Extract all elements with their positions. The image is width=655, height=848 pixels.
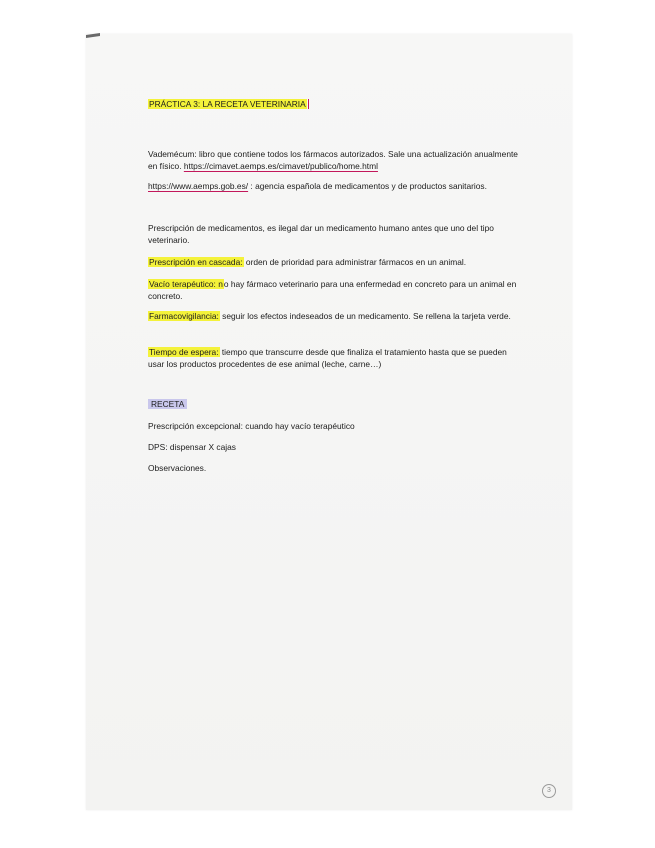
- title-pen-mark: [308, 99, 309, 109]
- farmacovigilancia-paragraph: [148, 310, 518, 322]
- aemps-paragraph: [148, 180, 518, 192]
- cimavet-link[interactable]: https://cimavet.aemps.es/cimavet/publico/home.html: [183, 161, 378, 171]
- vademecum-text: Vademécum: libro que contiene todos los fármacos autorizados. Sale una actualización anualmente en físico.: [148, 149, 518, 171]
- vacio-term: Vacío terapéutico: n: [149, 279, 223, 289]
- receta-heading: RECETA: [148, 399, 187, 409]
- tiempo-espera-paragraph: [148, 346, 518, 370]
- receta-item: DPS: dispensar X cajas: [148, 442, 236, 452]
- farmacovigilancia-text: seguir los efectos indeseados de un medicamento. Se rellena la tarjeta verde.: [219, 311, 511, 321]
- receta-heading-line: [148, 398, 518, 410]
- document-title-line: [148, 98, 518, 110]
- receta-item: Prescripción excepcional: cuando hay vacío terapéutico: [148, 421, 355, 431]
- aemps-text: : agencia española de medicamentos y de productos sanitarios.: [248, 181, 487, 191]
- tiempo-espera-text: tiempo que transcurre desde que finaliza el tratamiento hasta que se pueden usar los productos procedentes de ese animal (leche, carne…): [148, 347, 507, 369]
- prescripcion-paragraph: Prescripción de medicamentos, es ilegal dar un medicamento humano antes que uno del tipo veterinario.: [148, 223, 494, 245]
- receta-item: Observaciones.: [148, 463, 207, 473]
- page-number: 3: [542, 784, 556, 798]
- farmacovigilancia-term: Farmacovigilancia:: [149, 311, 219, 321]
- vademecum-paragraph: [148, 148, 518, 172]
- cascada-paragraph: [148, 256, 518, 268]
- tiempo-espera-term: Tiempo de espera:: [149, 347, 219, 357]
- cascada-text: orden de prioridad para administrar fármacos en un animal.: [243, 257, 467, 267]
- document-title: PRÁCTICA 3: LA RECETA VETERINARIA: [149, 99, 306, 109]
- vacio-text: o hay fármaco veterinario para una enfermedad en concreto para un animal en concreto.: [148, 279, 517, 301]
- aemps-link[interactable]: https://www.aemps.gob.es/: [148, 181, 249, 191]
- cascada-term: Prescripción en cascada:: [149, 257, 243, 267]
- vacio-paragraph: [148, 278, 518, 302]
